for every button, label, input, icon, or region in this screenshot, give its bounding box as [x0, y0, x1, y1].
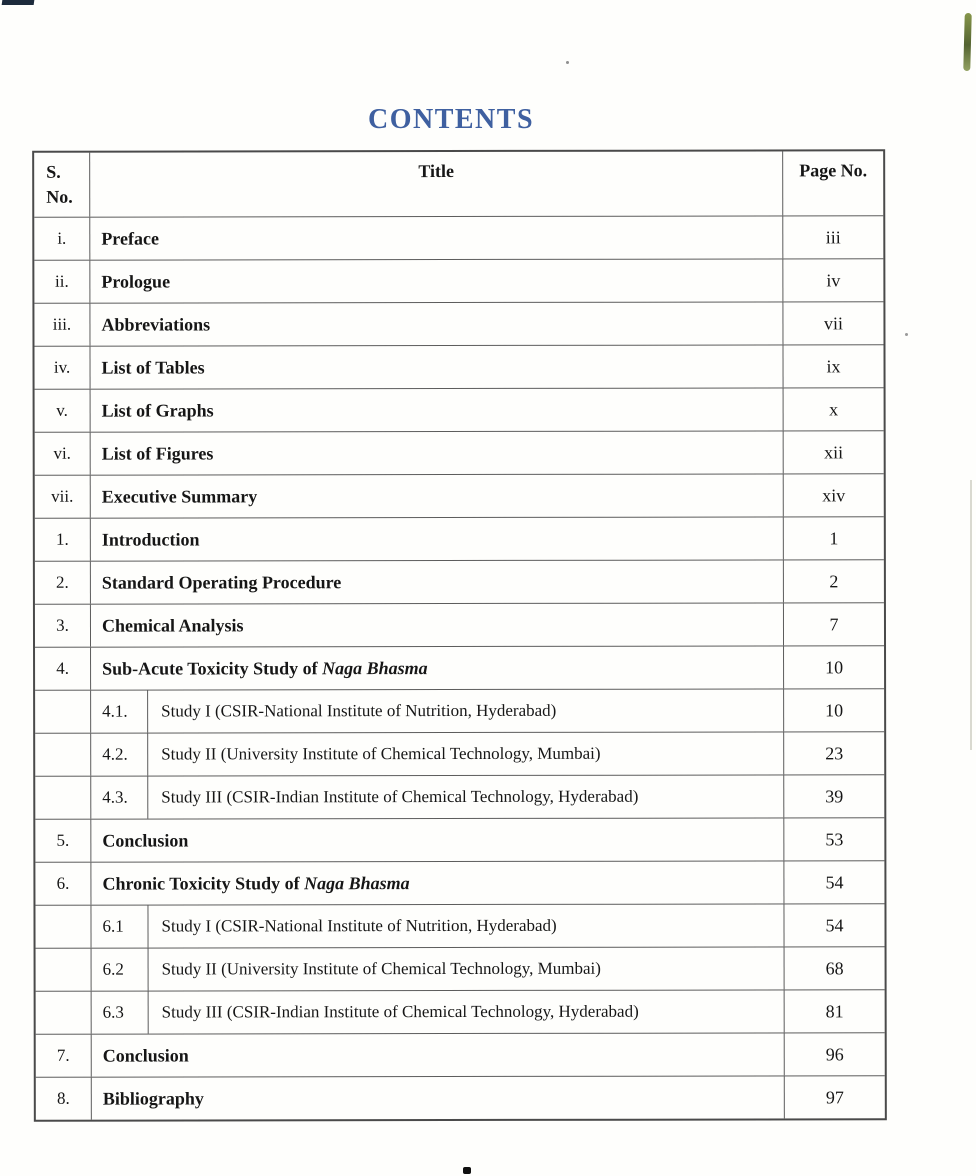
row-title-cell: [90, 431, 784, 474]
table-row: [36, 1032, 885, 1076]
row-sub-number: 4.3.: [91, 777, 148, 819]
row-page-number: xiv: [822, 484, 846, 505]
row-title-cell: [89, 345, 783, 388]
row-title-text: [91, 357, 205, 378]
contents-table: [32, 149, 887, 1121]
row-sub-number: 4.2.: [91, 734, 148, 776]
row-title-cell: [89, 216, 783, 259]
row-sub-number: 6.1: [91, 906, 148, 948]
row-title-text: [148, 701, 556, 722]
scan-speck-top: [566, 61, 569, 64]
row-title-main: Conclusion: [102, 829, 189, 851]
header-title-label: Title: [418, 161, 455, 182]
row-title-cell: [90, 818, 784, 861]
row-page-number: 23: [825, 742, 844, 763]
table-row: [34, 258, 883, 302]
row-serial-number: [35, 734, 90, 776]
row-title-italic: Naga Bhasma: [322, 657, 428, 678]
row-page-number: 39: [825, 785, 844, 806]
row-serial-number: 3.: [56, 615, 69, 635]
table-row: [35, 645, 884, 689]
row-title-cell: [91, 947, 785, 990]
row-serial-number: 5.: [56, 830, 70, 850]
table-row: [34, 215, 883, 259]
table-row: [35, 903, 884, 947]
row-title-cell: [91, 1076, 785, 1119]
row-page-number: 96: [825, 1043, 844, 1064]
row-title-main: List of Graphs: [101, 399, 214, 421]
row-serial-number: iv.: [53, 357, 71, 377]
row-page-number: 7: [829, 613, 839, 634]
row-title-cell: [89, 302, 783, 345]
row-serial-number: [35, 691, 90, 733]
row-page-number: 54: [825, 914, 844, 935]
row-title-main: Preface: [101, 228, 159, 249]
row-page-number: 1: [829, 527, 839, 548]
row-title-cell: [90, 560, 784, 603]
row-title-text: [149, 1002, 639, 1023]
header-serial-number: [34, 153, 89, 217]
row-serial-number: iii.: [52, 314, 72, 334]
table-row: [35, 387, 884, 431]
row-title-text: [90, 314, 210, 335]
row-page-number: 81: [825, 1000, 844, 1021]
table-body: [34, 215, 885, 1119]
row-title-cell: [90, 861, 784, 904]
header-page-number: [783, 151, 883, 215]
row-serial-number: ii.: [55, 271, 69, 291]
row-serial-number: 7.: [56, 1045, 70, 1065]
row-serial-number: vi.: [53, 443, 71, 463]
table-row: [36, 1075, 885, 1119]
row-page-number: 53: [825, 828, 844, 849]
scan-artifact-bottom-speck: [463, 1167, 471, 1174]
row-title-text: [91, 529, 200, 550]
row-serial-number: i.: [57, 228, 67, 248]
row-page-number: iii: [825, 226, 841, 247]
row-title-main: Executive Summary: [101, 485, 258, 507]
table-row: [35, 516, 884, 560]
table-row: [35, 559, 884, 603]
row-serial-number: 4.: [56, 658, 69, 678]
row-page-number: 54: [825, 871, 844, 892]
row-title-main: Study I (CSIR-National Institute of Nutrition, Hyderabad): [161, 915, 557, 936]
page-title: CONTENTS: [367, 104, 535, 135]
row-serial-number: [35, 906, 90, 948]
row-title-main: Standard Operating Procedure: [101, 571, 342, 593]
table-row: [35, 731, 884, 775]
row-title-main: Abbreviations: [101, 313, 211, 335]
table-row: [35, 430, 884, 474]
row-page-number: x: [829, 398, 839, 419]
row-title-text: [148, 787, 638, 808]
table-row: [36, 989, 885, 1033]
row-title-cell: [90, 474, 784, 517]
row-title-cell: [90, 689, 784, 732]
row-title-text: [91, 615, 244, 636]
row-title-text: [92, 1088, 204, 1109]
scan-speck-right: [905, 333, 908, 336]
row-title-cell: [90, 517, 784, 560]
row-serial-number: vii.: [51, 486, 74, 506]
row-title-cell: [90, 388, 784, 431]
row-page-number: ix: [826, 355, 841, 376]
row-page-number: 97: [825, 1086, 844, 1107]
row-serial-number: [36, 992, 91, 1034]
row-title-cell: [90, 646, 784, 689]
row-title-text: [90, 228, 159, 249]
row-sub-number: 4.1.: [91, 691, 148, 733]
row-serial-number: v.: [56, 400, 68, 420]
row-title-main: Sub-Acute Toxicity Study of: [102, 657, 323, 679]
row-title-text: [91, 873, 409, 895]
table-row: [35, 860, 884, 904]
page-edge-shadow: [970, 480, 972, 750]
row-title-main: Introduction: [101, 528, 200, 550]
table-row: [34, 344, 883, 388]
row-serial-number: 1.: [55, 529, 69, 549]
row-serial-number: [36, 949, 91, 991]
row-title-cell: [90, 603, 784, 646]
row-serial-number: 2.: [56, 572, 69, 592]
table-row: [35, 602, 884, 646]
table-row: [36, 946, 885, 990]
row-title-main: Study III (CSIR-Indian Institute of Chemical Technology, Hyderabad): [161, 1001, 639, 1022]
row-page-number: vii: [823, 312, 843, 333]
table-row: [35, 688, 884, 732]
row-page-number: 2: [829, 570, 839, 591]
row-title-italic: Naga Bhasma: [304, 872, 410, 893]
row-title-cell: [90, 732, 784, 775]
row-serial-number: 8.: [56, 1088, 70, 1108]
row-title-main: Chemical Analysis: [101, 614, 244, 636]
row-serial-number: 6.: [56, 873, 70, 893]
row-title-text: [90, 271, 170, 292]
header-title: [89, 151, 783, 216]
row-page-number: 68: [825, 957, 844, 978]
row-title-text: [91, 486, 258, 507]
row-page-number: iv: [826, 269, 841, 290]
row-title-text: [149, 959, 601, 980]
row-title-main: Study III (CSIR-Indian Institute of Chemical Technology, Hyderabad): [161, 786, 639, 807]
row-title-main: Study II (University Institute of Chemical Technology, Mumbai): [161, 743, 601, 764]
row-title-text: [91, 572, 341, 593]
row-title-main: List of Figures: [101, 442, 214, 464]
row-title-cell: [90, 775, 784, 818]
row-title-cell: [91, 990, 785, 1033]
row-title-main: Study I (CSIR-National Institute of Nutrition, Hyderabad): [161, 700, 557, 721]
row-title-text: [148, 744, 600, 765]
row-title-cell: [90, 904, 784, 947]
row-title-cell: [89, 259, 783, 302]
row-title-main: Prologue: [101, 271, 171, 292]
row-title-text: [91, 658, 428, 680]
row-serial-number: [35, 777, 90, 819]
table-row: [35, 774, 884, 818]
scan-artifact-top-left: [2, 0, 35, 5]
table-header-row: [34, 151, 883, 216]
row-title-main: Bibliography: [102, 1087, 204, 1109]
row-title-main: List of Tables: [101, 356, 205, 378]
row-sub-number: 6.3: [92, 992, 149, 1034]
row-title-main: Conclusion: [102, 1044, 189, 1066]
table-row: [35, 473, 884, 517]
row-page-number: 10: [825, 699, 844, 720]
row-title-text: [91, 443, 214, 464]
row-title-text: [92, 1045, 189, 1066]
row-title-cell: [91, 1033, 785, 1076]
header-sno-line2: No.: [46, 186, 73, 207]
row-title-text: [148, 916, 556, 937]
table-row: [35, 817, 884, 861]
row-title-main: Study II (University Institute of Chemical Technology, Mumbai): [161, 958, 601, 979]
table-row: [34, 301, 883, 345]
header-sno-line1: S.: [46, 161, 61, 182]
row-title-main: Chronic Toxicity Study of: [102, 872, 305, 894]
row-sub-number: 6.2: [92, 949, 149, 991]
row-title-text: [91, 830, 188, 851]
row-page-number: 10: [825, 656, 844, 677]
scan-artifact-right-stripe: [963, 13, 972, 71]
row-title-text: [91, 400, 214, 421]
header-page-label: Page No.: [799, 160, 868, 181]
row-page-number: xii: [824, 441, 844, 462]
